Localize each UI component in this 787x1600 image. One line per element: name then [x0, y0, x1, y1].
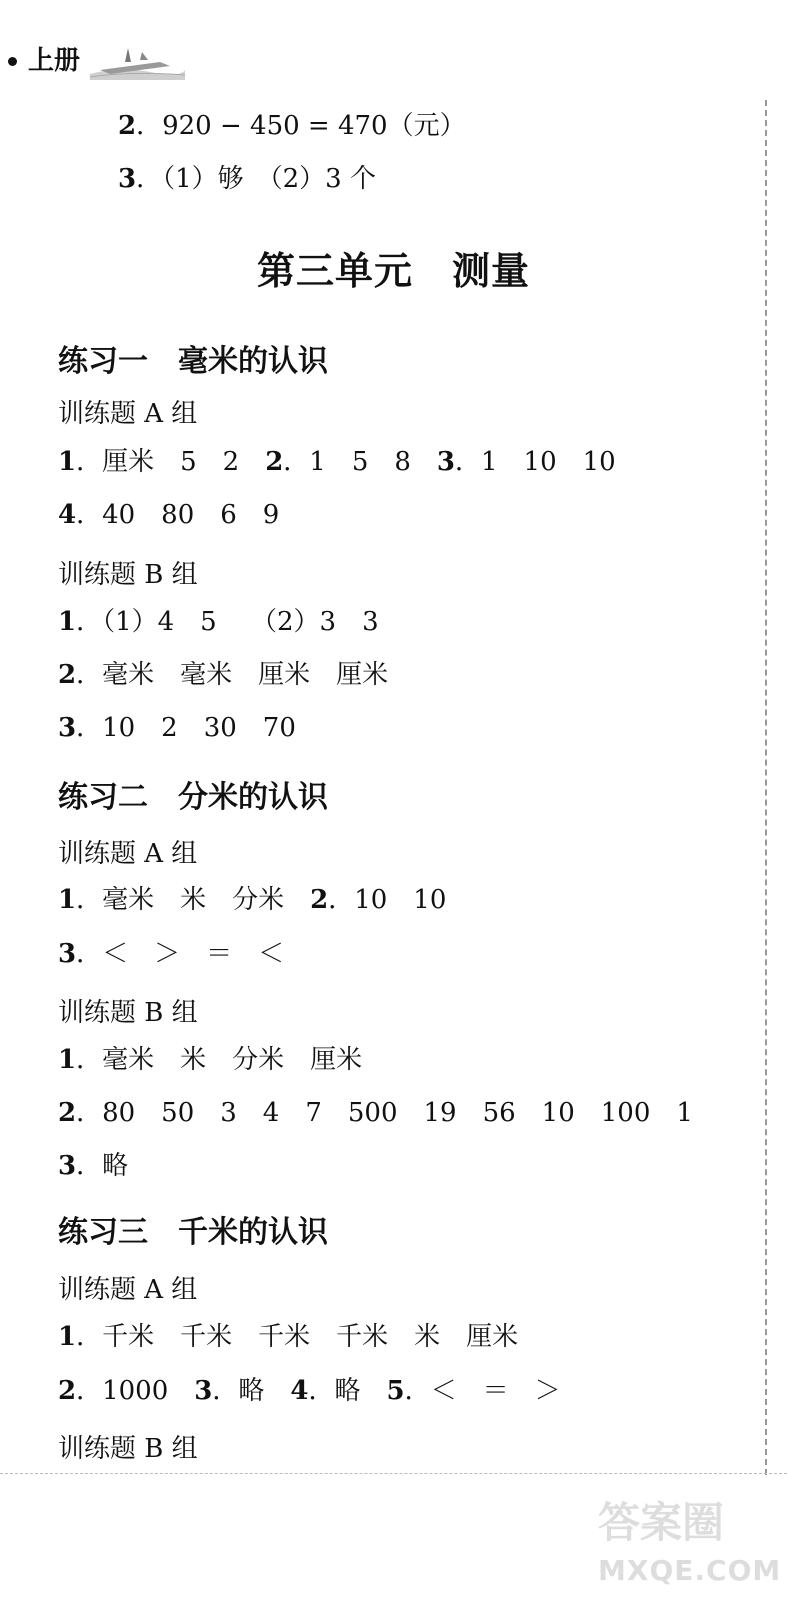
exercise-title: 练习三 千米的认识: [58, 1215, 328, 1250]
answer-line: 1．（1）4 5 （2）3 3: [58, 607, 379, 637]
answer-line: 1．毫米 米 分米 厘米: [58, 1045, 363, 1075]
answer-line: 2．毫米 毫米 厘米 厘米: [58, 660, 389, 690]
watermark-top-text: 答案圈: [598, 1498, 725, 1547]
answer-line: 4．40 80 6 9: [58, 500, 280, 530]
answer-line: 3．＜ ＞ ＝ ＜: [58, 939, 285, 969]
bottom-rule: [0, 1473, 787, 1474]
answer-line: 1．千米 千米 千米 千米 米 厘米: [58, 1322, 519, 1352]
group-label: 训练题 A 组: [58, 1275, 198, 1305]
group-label: 训练题 A 组: [58, 839, 198, 869]
ship-decoration-image: [90, 44, 185, 80]
right-margin-rule: [765, 100, 767, 1475]
exercise-title: 练习一 毫米的认识: [58, 344, 328, 379]
group-label: 训练题 B 组: [58, 998, 198, 1028]
answer-line: 1．毫米 米 分米 2．10 10: [58, 885, 447, 915]
watermark-logo: [590, 1490, 780, 1600]
group-label: 训练题 A 组: [58, 399, 198, 429]
answer-line: 3．略: [58, 1151, 129, 1181]
unit-title: 第三单元 测量: [256, 249, 530, 293]
volume-label: 上册: [28, 46, 81, 76]
page-header: [0, 40, 200, 80]
answer-line: 3．10 2 30 70: [58, 713, 296, 743]
watermark-bottom-text: MXQE.COM: [598, 1554, 782, 1587]
answer-line: 3．（1）够 （2）3 个: [118, 164, 376, 194]
exercise-title: 练习二 分米的认识: [58, 780, 328, 815]
bullet-dot: [8, 57, 17, 66]
answer-line: 2．80 50 3 4 7 500 19 56 10 100 1: [58, 1098, 693, 1128]
answer-line: 2．1000 3．略 4．略 5．＜ ＝ ＞: [58, 1376, 561, 1406]
group-label: 训练题 B 组: [58, 1434, 198, 1464]
group-label: 训练题 B 组: [58, 560, 198, 590]
answer-line: 2．920 − 450 = 470（元）: [118, 111, 466, 141]
answer-line: 1．厘米 5 2 2．1 5 8 3．1 10 10: [58, 447, 616, 477]
